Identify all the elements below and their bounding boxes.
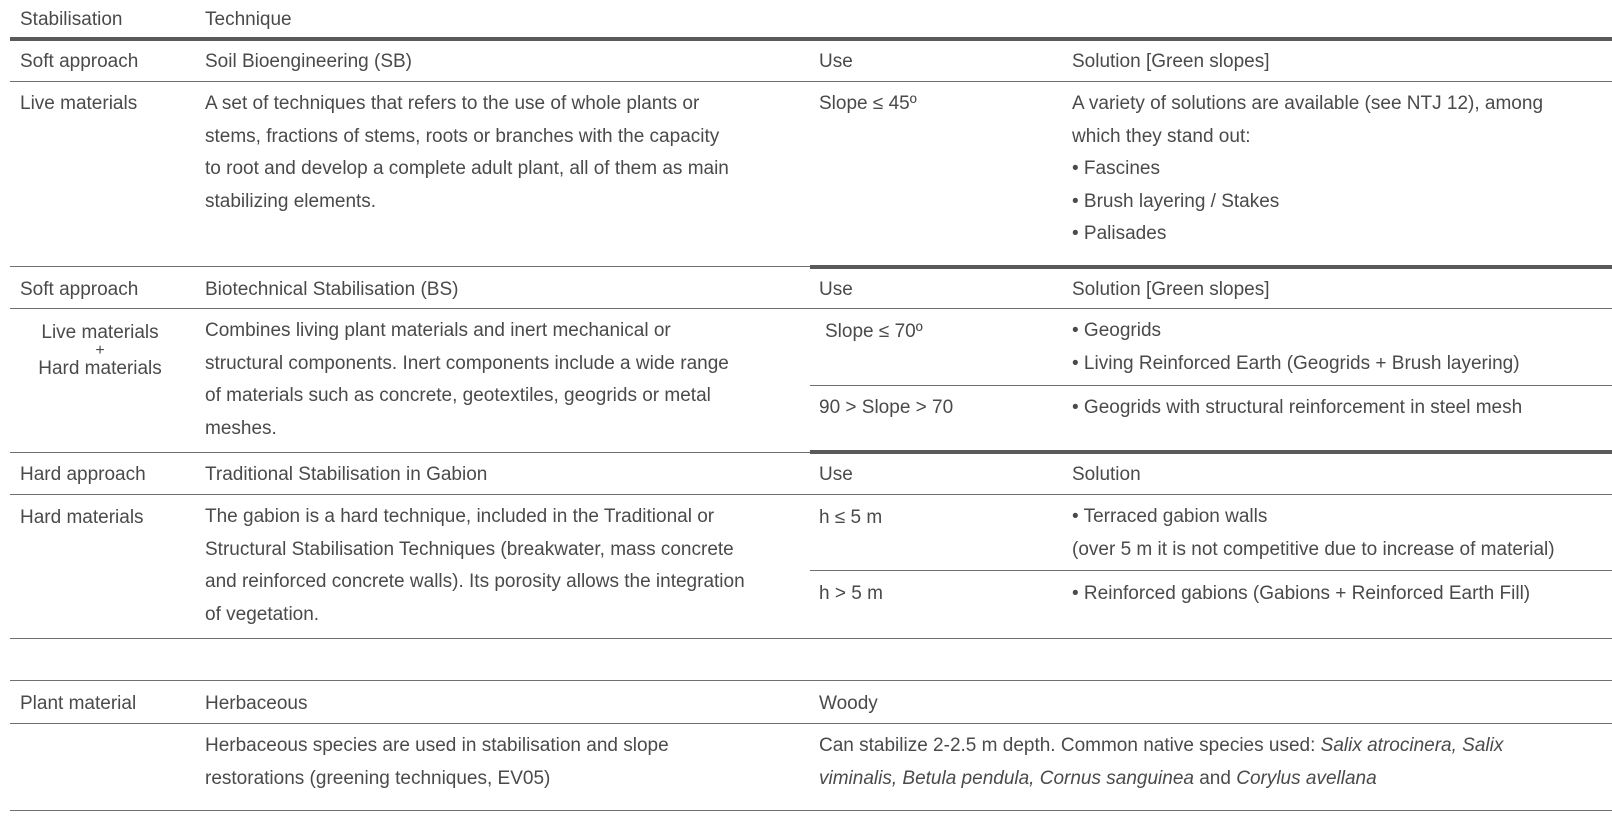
description-line: of materials such as concrete, geotextiles, geogrids or metal	[205, 385, 711, 406]
description-line: The gabion is a hard technique, included in the Traditional or	[205, 506, 715, 527]
section2-subheader-divider	[10, 308, 1612, 309]
section3-subheader-divider	[10, 494, 1612, 495]
woody-line-2	[819, 763, 1503, 796]
section1-solution	[1072, 88, 1543, 251]
section1-use-value: Slope ≤ 45º	[819, 93, 917, 114]
section3-solution-header: Solution	[1072, 464, 1141, 485]
plant-woody-text	[819, 730, 1503, 795]
section1-materials: Live materials	[20, 93, 138, 114]
solution-line: (over 5 m it is not competitive due to increase of material)	[1072, 538, 1555, 560]
materials-plus: +	[95, 342, 105, 359]
section2-technique: Biotechnical Stabilisation (BS)	[205, 279, 459, 300]
description-line: stabilizing elements.	[205, 190, 377, 212]
description-line: meshes.	[205, 417, 277, 439]
section1-subheader-divider	[10, 81, 1612, 82]
plant-herbaceous-header: Herbaceous	[205, 693, 308, 714]
section1-end-divider-right	[810, 265, 1612, 269]
description-line: Structural Stabilisation Techniques (breakwater, mass concrete	[205, 538, 734, 560]
plant-label: Plant material	[20, 693, 137, 714]
solution-line: • Living Reinforced Earth (Geogrids + Brush layering)	[1072, 352, 1520, 374]
section1-end-divider-left	[10, 266, 810, 267]
section3-use-value-2: h > 5 m	[819, 583, 883, 604]
section3-materials: Hard materials	[20, 507, 144, 528]
section2-use-value-2: 90 > Slope > 70	[819, 397, 954, 418]
solution-line: • Palisades	[1072, 223, 1167, 244]
header-divider	[10, 37, 1612, 41]
description-line: Combines living plant materials and inert mechanical or	[205, 320, 671, 341]
section2-approach: Soft approach	[20, 279, 139, 300]
woody-plain-text: Can stabilize 2-2.5 m depth. Common native species used:	[819, 735, 1321, 756]
plant-top-divider	[10, 680, 1612, 681]
materials-line: Hard materials	[38, 358, 162, 379]
section2-materials	[20, 322, 180, 380]
section3-technique: Traditional Stabilisation in Gabion	[205, 464, 488, 485]
herbaceous-line: restorations (greening techniques, EV05)	[205, 767, 551, 789]
section3-solution-2: • Reinforced gabions (Gabions + Reinforced Earth Fill)	[1072, 583, 1531, 604]
section1-description	[205, 88, 729, 218]
woody-line-1	[819, 730, 1503, 763]
section3-solution-1	[1072, 501, 1555, 566]
solution-line: • Terraced gabion walls	[1072, 506, 1268, 527]
plant-herbaceous-text	[205, 730, 669, 795]
header-technique: Technique	[205, 9, 292, 30]
section3-use-value-1: h ≤ 5 m	[819, 507, 883, 528]
woody-species-1: Salix atrocinera, Salix	[1320, 735, 1504, 756]
section2-use-header: Use	[819, 279, 853, 300]
section1-solution-header: Solution [Green slopes]	[1072, 51, 1270, 72]
plant-subheader-divider	[10, 723, 1612, 724]
solution-line: A variety of solutions are available (see NTJ 12), among	[1072, 93, 1544, 114]
section2-solution-2: • Geogrids with structural reinforcement in steel mesh	[1072, 397, 1523, 418]
woody-and: and	[1193, 767, 1237, 789]
description-line: of vegetation.	[205, 603, 320, 625]
section3-end-divider	[10, 638, 1612, 639]
section3-use-header: Use	[819, 464, 853, 485]
section2-solution-header: Solution [Green slopes]	[1072, 279, 1270, 300]
section2-description	[205, 315, 729, 445]
section2-use-value-1: Slope ≤ 70º	[825, 321, 923, 342]
section2-row-divider	[810, 385, 1612, 386]
materials-line: Live materials	[41, 322, 159, 343]
section2-end-divider-right	[810, 450, 1612, 454]
description-line: A set of techniques that refers to the use of whole plants or	[205, 93, 700, 114]
herbaceous-line: Herbaceous species are used in stabilisation and slope	[205, 735, 669, 756]
section3-description	[205, 501, 745, 631]
woody-species-2: viminalis, Betula pendula, Cornus sanguinea	[819, 767, 1194, 789]
plant-bottom-divider	[10, 810, 1612, 811]
section1-approach: Soft approach	[20, 51, 139, 72]
solution-line: • Brush layering / Stakes	[1072, 190, 1280, 212]
solution-line: • Geogrids	[1072, 320, 1162, 341]
section3-row-divider	[810, 570, 1612, 571]
description-line: and reinforced concrete walls). Its porosity allows the integration	[205, 571, 745, 592]
solution-line: which they stand out:	[1072, 125, 1251, 147]
section1-technique: Soil Bioengineering (SB)	[205, 51, 413, 72]
section3-approach: Hard approach	[20, 464, 146, 485]
plant-woody-header: Woody	[819, 693, 878, 714]
section2-end-divider-left	[10, 452, 810, 453]
description-line: structural components. Inert components include a wide range	[205, 352, 729, 374]
section1-use-header: Use	[819, 51, 853, 72]
section2-solution-1	[1072, 315, 1520, 380]
description-line: to root and develop a complete adult plant, all of them as main	[205, 158, 729, 179]
solution-line: • Fascines	[1072, 158, 1160, 179]
woody-species-3: Corylus avellana	[1236, 767, 1377, 789]
header-stabilisation: Stabilisation	[20, 9, 123, 30]
description-line: stems, fractions of stems, roots or branches with the capacity	[205, 125, 720, 147]
